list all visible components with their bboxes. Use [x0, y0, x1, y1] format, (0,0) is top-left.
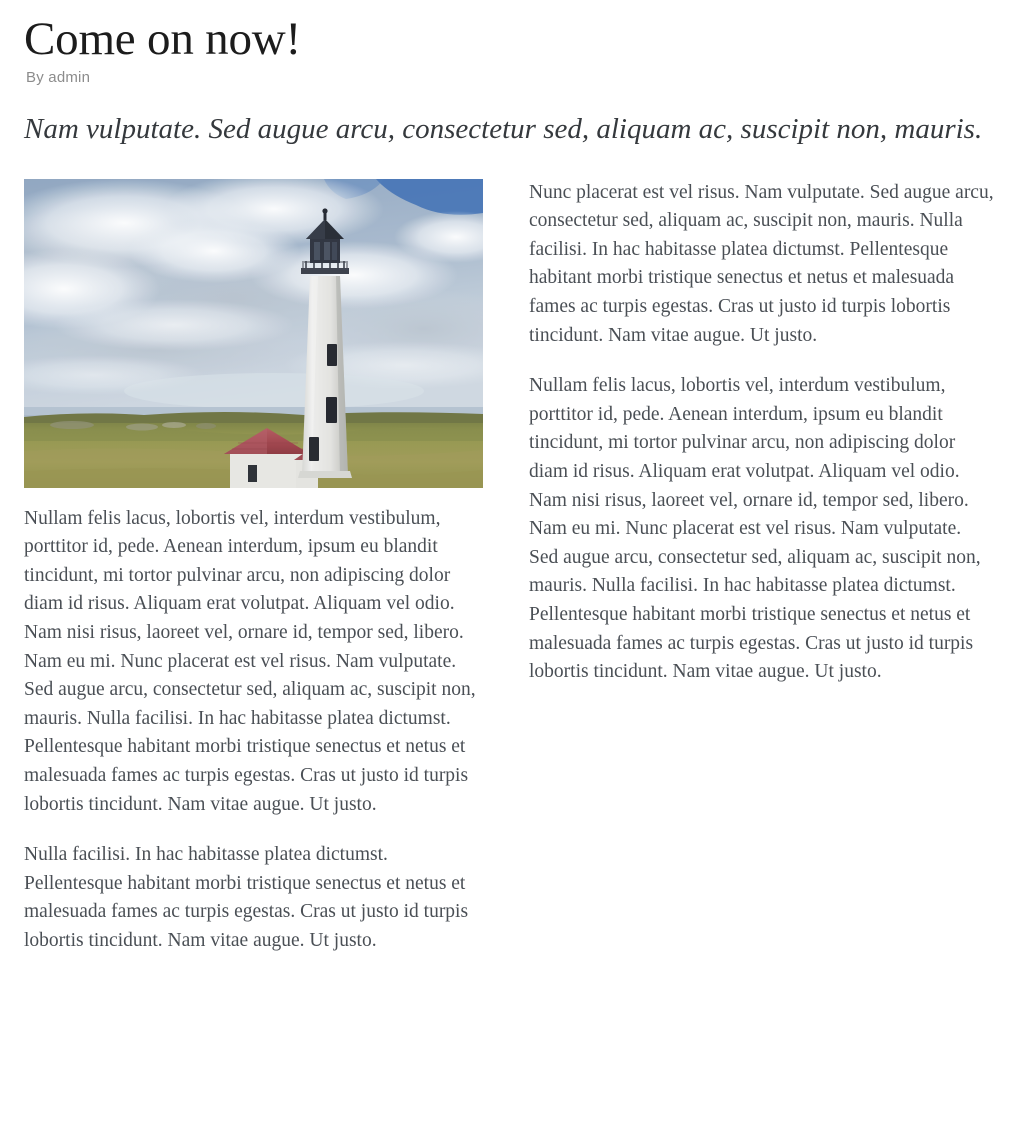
post-header — [0, 0, 1020, 149]
paragraph: Nunc placerat est vel risus. Nam vulputate. Sed augue arcu, consectetur sed, aliquam ac, suscipit non, mauris. Nulla facilisi. In hac habitasse platea dictumst. Pellentesque habitant morbi tristique senectus et netus et malesuada fames ac turpis egestas. Cras ut justo id turpis lobortis tincidunt. Nam vitae augue. Ut justo. — [529, 181, 994, 346]
paragraph: Nulla facilisi. In hac habitasse platea dictumst. Pellentesque habitant morbi tristique senectus et netus et malesuada fames ac turpis egestas. Cras ut justo id turpis lobortis tincidunt. Nam vitae augue. Ut justo. — [24, 844, 469, 951]
paragraph: Nullam felis lacus, lobortis vel, interdum vestibulum, porttitor id, pede. Aenean interdum, ipsum eu blandit tincidunt, mi tortor pulvinar arcu, non adipiscing dolor diam id risus. Aliquam erat volutpat. Aliquam vel odio. Nam nisi risus, laoreet vel, ornare id, tempor sed, libero. Nam eu mi. Nunc placerat est vel risus. Nam vulputate. Sed augue arcu, consectetur sed, aliquam ac, suscipit non, mauris. Nulla facilisi. In hac habitasse platea dictumst. Pellentesque habitant morbi tristique senectus et netus et malesuada fames ac turpis egestas. Cras ut justo id turpis lobortis tincidunt. Nam vitae augue. Ut justo. — [24, 507, 476, 815]
lighthouse-photo — [24, 179, 483, 488]
post-subtitle: Nam vulputate. Sed augue arcu, consectetur sed, aliquam ac, suscipit non, mauris. — [24, 112, 983, 145]
page-title: Come on now! — [24, 13, 301, 65]
paragraph: Nullam felis lacus, lobortis vel, interdum vestibulum, porttitor id, pede. Aenean interdum, ipsum eu blandit tincidunt, mi tortor pulvinar arcu, non adipiscing dolor diam id risus. Aliquam erat volutpat. Aliquam vel odio. Nam nisi risus, laoreet vel, ornare id, tempor sed, libero. Nam eu mi. Nunc placerat est vel risus. Nam vulputate. Sed augue arcu, consectetur sed, aliquam ac, suscipit non, mauris. Nulla facilisi. In hac habitasse platea dictumst. Pellentesque habitant morbi tristique senectus et netus et malesuada fames ac turpis egestas. Cras ut justo id turpis lobortis tincidunt. Nam vitae augue. Ut justo. — [529, 375, 981, 683]
lighthouse-photo-svg — [24, 179, 483, 488]
column-right — [529, 179, 995, 687]
column-left — [24, 179, 486, 956]
post-byline: By admin — [26, 68, 91, 86]
